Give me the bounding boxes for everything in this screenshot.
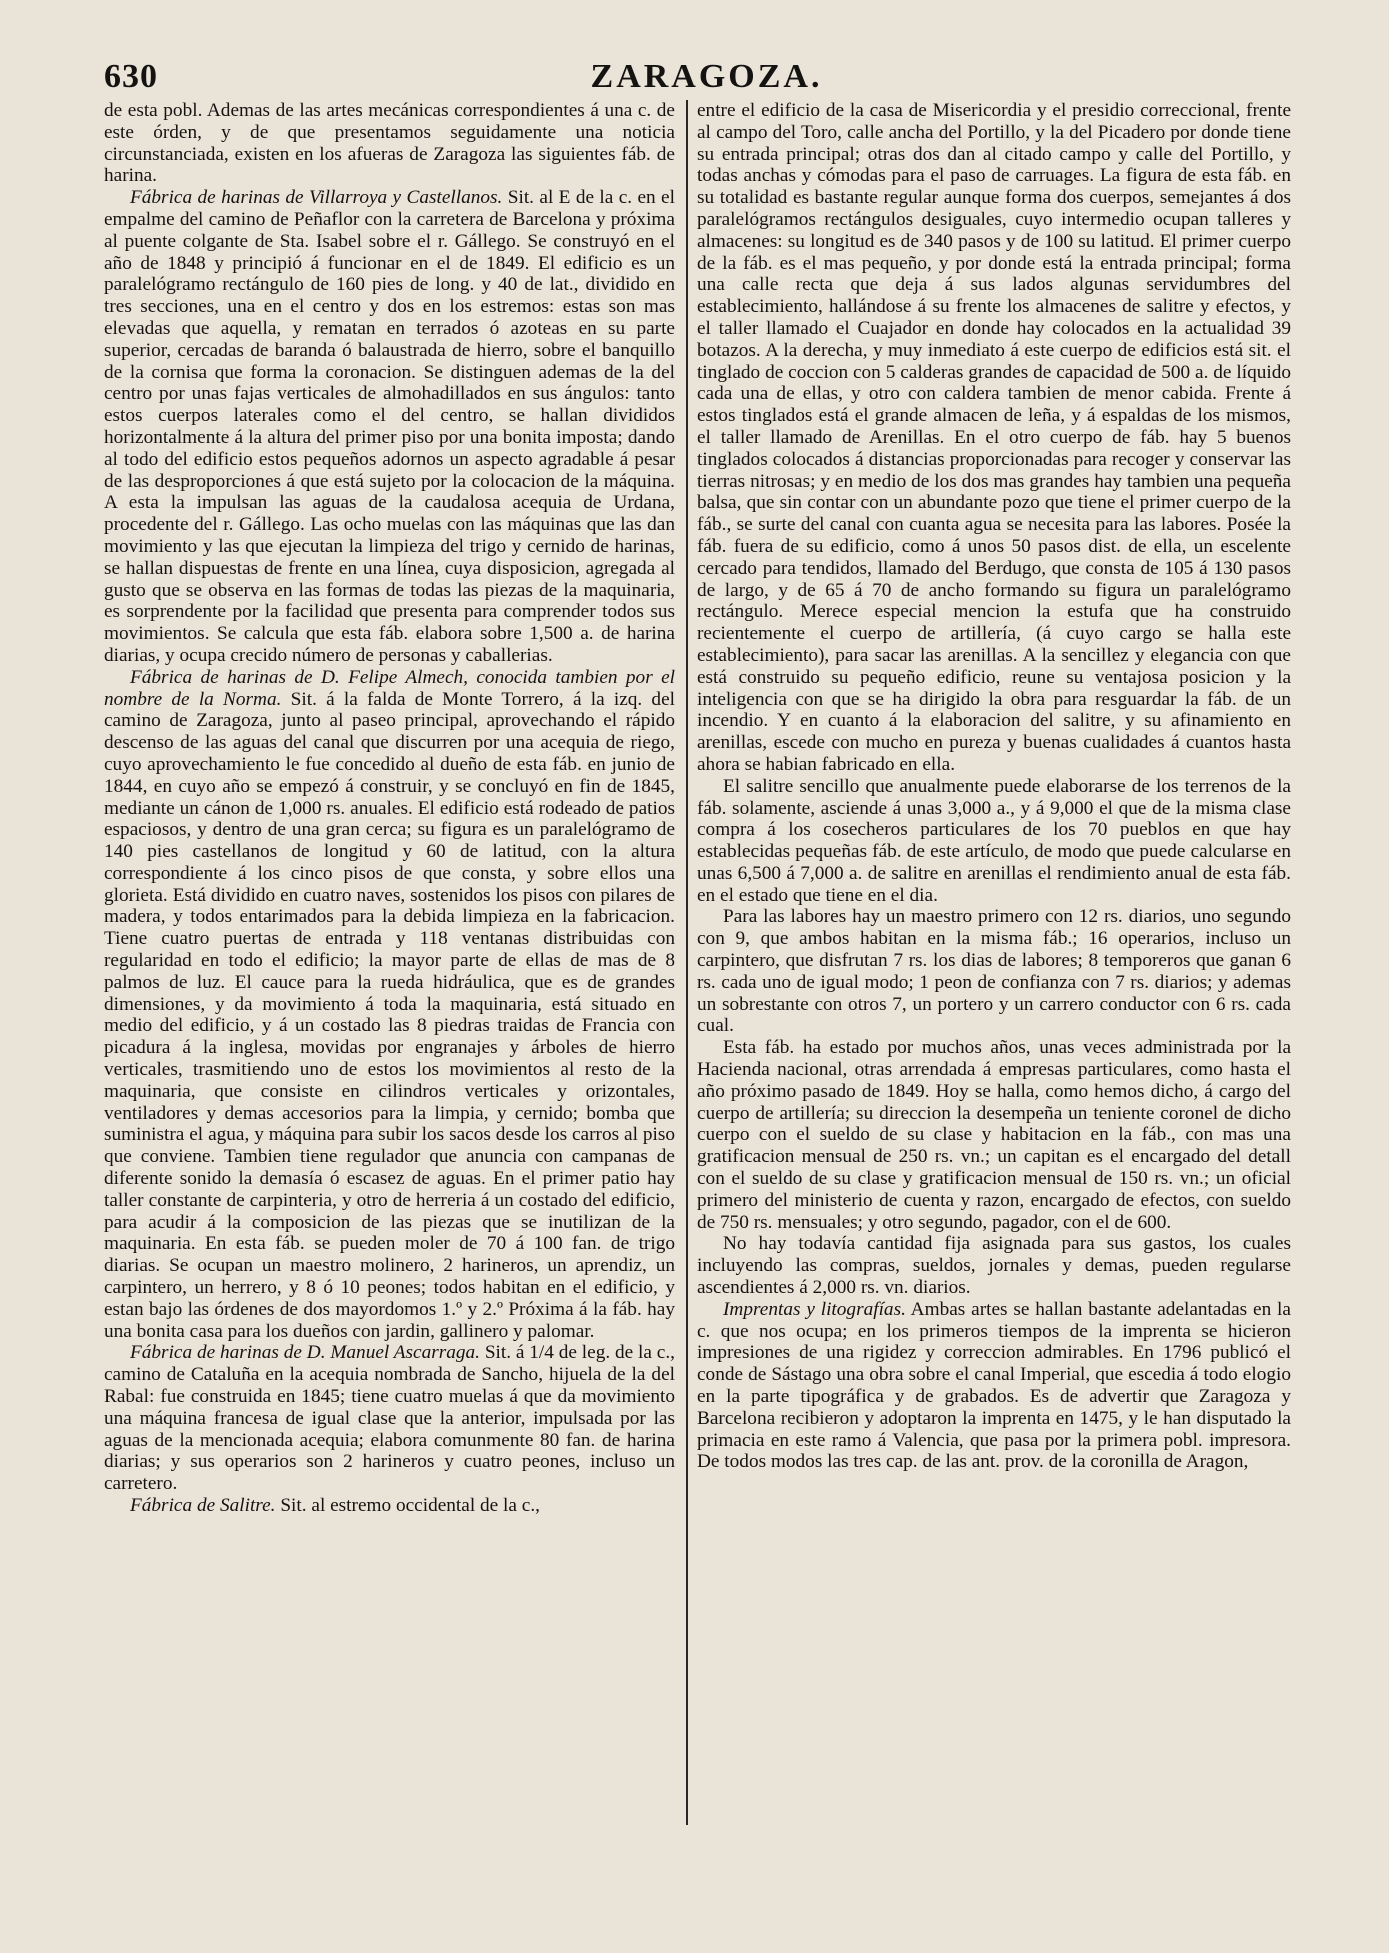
paragraph: No hay todavía cantidad fija asignada para sus gastos, los cuales incluyendo las compras, sueldos, jornales y demas, pueden regularse ascendientes á 2,000 rs. vn. diarios. (697, 1233, 1291, 1299)
right-column (697, 100, 1291, 1473)
section-fabrica-salitre (104, 1495, 675, 1517)
section-fabrica-almech (104, 667, 675, 1343)
section-text: Sit. á la falda de Monte Torrero, á la izq. del camino de Zaragoza, junto al paseo principal, aprovechando el rápido descenso de las aguas del canal que discurren por una acequia de riego, cuyo aprovechamiento le fue concedido al dueño de esta fáb. en junio de 1844, en cuyo año se empezó á construir, y se concluyó en fin de 1845, mediante un cánon de 1,000 rs. anuales. El edificio está rodeado de patios espaciosos, y dentro de una gran cerca; su figura es un paralelógramo de 140 pies castellanos de longitud y 60 de latitud, con la altura correspondiente á los cinco pisos de que consta, y sobre ellos una glorieta. Está dividido en cuatro naves, sostenidos los pisos con pilares de madera, y todos entarimados para la debida limpieza en la fabricacion. Tiene cuatro puertas de entrada y 118 ventanas distribuidas con regularidad en todo el edificio; la mayor parte de ellas de mas de 8 palmos de luz. El cauce para la rueda hidráulica, que es de grandes dimensiones, y da movimiento á toda la maquinaria, está situado en medio del edificio, y á un costado las 8 piedras traidas de Francia con picadura á la inglesa, movidas por engranajes y árboles de hierro verticales, trasmitiendo uno de estos los movimientos al resto de la maquinaria, que consiste en cilindros verticales y orizontales, ventiladores y demas accesorios para la limpia, y cernido; bomba que suministra el agua, y máquina para subir los sacos desde los carros al piso que conviene. Tambien tiene regulador que anuncia con campanas de diferente sonido la demasía ó escasez de aguas. En el primer patio hay taller constante de carpinteria, y otro de herreria á un costado del edificio, para acudir á la composicion de las piezas que se inutilizan de la maquinaria. En esta fáb. se pueden moler de 70 á 100 fan. de trigo diarias. Se ocupan un maestro molinero, 2 harineros, un aprendiz, un carpintero, un herrero, y 8 ó 10 peones; todos habitan en el edificio, y estan bajo las órdenes de dos mayordomos 1.º y 2.º Próxima á la fáb. hay una bonita casa para los dueños con jardin, gallinero y palomar. (104, 688, 675, 1342)
paragraph: de esta pobl. Ademas de las artes mecánicas correspondientes á una c. de este órden, y de que presentamos seguidamente una noticia circunstanciada, existen en los afueras de Zaragoza las siguientes fáb. de harina. (104, 100, 675, 187)
section-text: Ambas artes se hallan bastante adelantadas en la c. que nos ocupa; en los primeros tiempos de la imprenta se hicieron impresiones de una rigidez y correccion admirables. En 1796 publicó el conde de Sástago una obra sobre el canal Imperial, que escedia á todo elogio en la parte tipográfica y de grabados. Es de advertir que Zaragoza y Barcelona recibieron y adoptaron la imprenta en 1475, y le han disputado la primacia en este ramo á Valencia, que pasa por la primera pobl. impresora. De todos modos las tres cap. de las ant. prov. de la coronilla de Aragon, (697, 1298, 1291, 1473)
section-heading: Fábrica de harinas de D. Felipe Almech, conocida tambien por el nombre de la Norma. (104, 666, 675, 710)
page-number: 630 (104, 58, 158, 95)
section-imprentas (697, 1299, 1291, 1473)
section-heading: Fábrica de harinas de Villarroya y Castellanos. (130, 187, 503, 209)
paragraph: El salitre sencillo que anualmente puede elaborarse de los terrenos de la fáb. solamente, asciende á unas 3,000 a., y á 9,000 el que de la misma clase compra á los cosecheros particulares de los 70 pueblos en que hay establecidas pequeñas fáb. de este artículo, de modo que puede calcularse en unas 6,500 á 7,000 a. de salitre en arenillas el rendimiento anual de esta fáb. en el estado que tiene en el dia. (697, 775, 1291, 906)
section-heading: Fábrica de harinas de D. Manuel Ascarraga. (130, 1342, 480, 1364)
paragraph: entre el edificio de la casa de Misericordia y el presidio correccional, frente al campo del Toro, calle ancha del Portillo, y la del Picadero por donde tiene su entrada principal; otras dos dan al citado campo y calle del Portillo, y todas anchas y cómodas para el paso de carruages. La figura de esta fáb. en su totalidad es bastante regular aunque forma dos cuerpos, semejantes á dos paralelógramos rectángulos desiguales, cuyo intermedio ocupan talleres y almacenes: su longitud es de 340 pasos y de 100 su latitud. El primer cuerpo de la fáb. es el mas pequeño, y por donde está la entrada principal; forma una calle recta que deja á sus lados algunas servidumbres del establecimiento, hallándose á su frente los almacenes de salitre y efectos, y el taller llamado el Cuajador en donde hay colocados en la actualidad 39 botazos. A la derecha, y muy inmediato á este cuerpo de edificios está sit. el tinglado de coccion con 5 calderas grandes de capacidad de 500 a. de líquido cada una de ellas, y otro con caldera tambien de menor cabida. Frente á estos tinglados está el grande almacen de leña, y á espaldas de los mismos, el taller llamado de Arenillas. En el otro cuerpo de fáb. hay 5 buenos tinglados colocados á distancias proporcionadas para recoger y conservar las tierras nitrosas; y en medio de los dos mas grandes hay tambien una pequeña balsa, que sin contar con un abundante pozo que tiene el primer cuerpo de la fáb., se surte del canal con cuanta agua se necesita para las labores. Posée la fáb. fuera de su edificio, como á unos 50 pasos dist. de ella, un escelente cercado para tendidos, llamado del Berdugo, que consta de 105 á 130 pasos de largo, y de 65 á 70 de ancho formando su figura un paralelógramo rectángulo. Merece especial mencion la estufa que ha construido recientemente el cuerpo de artillería, (á cuyo cargo se halla este establecimiento), para sacar las arenillas. A la sencillez y elegancia con que está construido su pequeño edificio, reune su ventajosa posicion y la inteligencia con que se ha dirigido la obra para resguardar la fáb. de un incendio. Y en cuanto á la elaboracion del salitre, y su afinamiento en arenillas, escede con mucho en pureza y buenas cualidades á cuantos hasta ahora se habian fabricado en ella. (697, 100, 1291, 775)
paragraph: Esta fáb. ha estado por muchos años, unas veces administrada por la Hacienda nacional, otras arrendada á empresas particulares, como hasta el año próximo pasado de 1849. Hoy se halla, como hemos dicho, á cargo del cuerpo de artillería; su direccion la desempeña un teniente coronel de dicho cuerpo con el sueldo de su clase y habitacion en la fáb., con mas una gratificacion mensual de 250 rs. vn.; un capitan es el encargado del detall con el sueldo de su clase y gratificacion mensual de 150 rs. vn.; un oficial primero del ministerio de cuenta y razon, encargado de efectos, con sueldo de 750 rs. mensuales; y otro segundo, pagador, con el de 600. (697, 1037, 1291, 1233)
section-heading: Fábrica de Salitre. (130, 1495, 276, 1516)
section-heading: Imprentas y litografías. (723, 1298, 906, 1320)
section-text: Sit. al estremo occidental de la c., (280, 1495, 540, 1516)
running-title: ZARAGOZA. (590, 58, 823, 95)
section-text: Sit. á 1/4 de leg. de la c., camino de Cataluña en la acequia nombrada de Sancho, hijuela de la del Rabal: fue construida en 1845; tiene cuatro muelas á que da movimiento una máquina francesa de igual clase que la anterior, impulsada por las aguas de la mencionada acequia; elabora comunmente 80 fan. de harina diarias; y sus operarios son 2 harineros y cuatro peones, incluso un carretero. (104, 1342, 675, 1495)
section-fabrica-ascarraga (104, 1342, 675, 1495)
column-divider (686, 100, 688, 1825)
page-header (104, 58, 1309, 100)
left-column (104, 100, 675, 1517)
paragraph: Para las labores hay un maestro primero con 12 rs. diarios, uno segundo con 9, que ambos habitan en la misma fáb.; 16 operarios, incluso un carpintero, que disfrutan 7 rs. los dias de labores; 8 temporeros que ganan 6 rs. cada uno de igual modo; 1 peon de confianza con 7 rs. diarios; y ademas un sobrestante con otros 7, un portero y un carrero conductor con 6 rs. cada cual. (697, 906, 1291, 1037)
section-text: Sit. al E de la c. en el empalme del camino de Peñaflor con la carretera de Barcelona y próxima al puente colgante de Sta. Isabel sobre el r. Gállego. Se construyó en el año de 1848 y principió á funcionar en el de 1849. El edificio es un paralelógramo rectángulo de 160 pies de long. y 40 de lat., dividido en tres secciones, una en el centro y dos en los estremos: estas son mas elevadas que aquella, y rematan en terrados ó azoteas en su parte superior, cercadas de baranda ó balaustrada de hierro, sobre el banquillo de la cornisa que forma la coronacion. Se distinguen ademas de la del centro por unas fajas verticales de almohadillados en sus ángulos: tanto estos cuerpos laterales como el del centro, se hallan divididos horizontalmente á la altura del primer piso por una bonita imposta; dando al todo del edificio estos pequeños adornos un aspecto agradable á pesar de las desproporciones á que está sujeto por la colocacion de la máquina. A esta la impulsan las aguas de la caudalosa acequia de Urdana, procedente del r. Gállego. Las ocho muelas con las máquinas que las dan movimiento y las que ejecutan la limpieza del trigo y cernido de harinas, se hallan dispuestas de frente en una línea, cuya disposicion, agregada al gusto que se observa en las formas de todas las piezas de la maquinaria, es sorprendente por la facilidad que presenta para comprender todos sus movimientos. Se calcula que esta fáb. elabora sobre 1,500 a. de harina diarias, y ocupa crecido número de personas y caballerias. (104, 187, 675, 666)
section-fabrica-villarroya (104, 187, 675, 667)
